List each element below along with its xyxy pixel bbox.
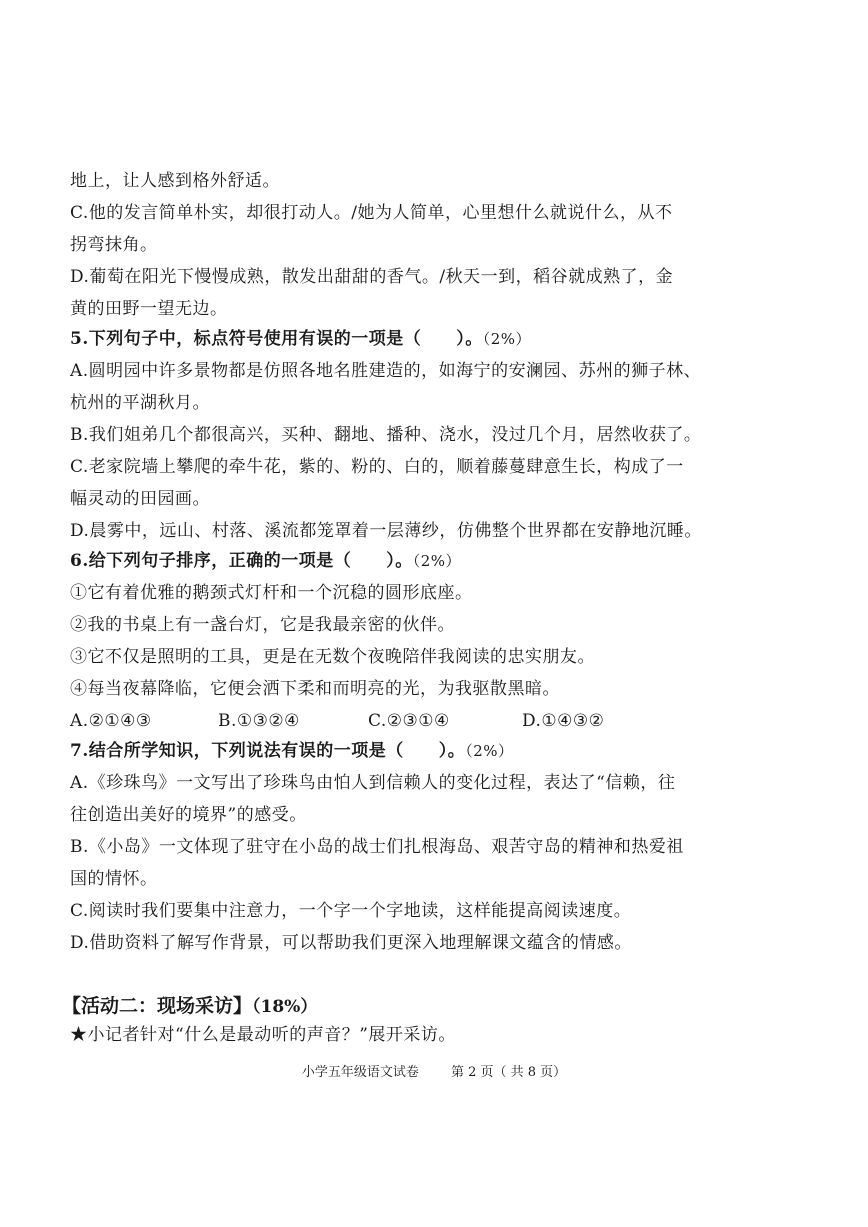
q5-stem — [70, 328, 810, 350]
q5-option-d: D.晨雾中，远山、村落、溪流都笼罩着一层薄纱，仿佛整个世界都在安静地沉睡。 — [70, 521, 702, 541]
q6-sentence-4: ④每当夜幕降临，它便会洒下柔和而明亮的光，为我驱散黑暗。 — [70, 679, 560, 699]
q7-score: （2%） — [465, 742, 514, 760]
activity2-intro: ★小记者针对“什么是最动听的声音？”展开采访。 — [70, 1025, 456, 1045]
q5-option-c-line1: C.老家院墙上攀爬的牵牛花，紫的、粉的、白的，顺着藤蔓肆意生长，构成了一 — [70, 457, 684, 477]
q4-option-b-tail: 地上，让人感到格外舒适。 — [70, 171, 280, 191]
q7-option-a-line1: A.《珍珠鸟》一文写出了珍珠鸟由怕人到信赖人的变化过程，表达了“信赖，往 — [70, 773, 676, 793]
q7-stem-text: 7.结合所学知识，下列说法有误的一项是（ ）。 — [70, 741, 466, 761]
q7-option-c: C.阅读时我们要集中注意力，一个字一个字地读，这样能提高阅读速度。 — [70, 901, 632, 921]
activity2-score: （18%） — [252, 997, 318, 1017]
q4-option-c-line2: 拐弯抹角。 — [70, 235, 158, 255]
q7-option-d: D.借助资料了解写作背景，可以帮助我们更深入地理解课文蕴含的情感。 — [70, 933, 632, 953]
q6-options — [70, 710, 810, 732]
q7-option-b-line2: 国的情怀。 — [70, 869, 158, 889]
footer-paper-title: 小学五年级语文试卷 — [301, 1065, 419, 1080]
q6-stem-text: 6.给下列句子排序，正确的一项是（ ）。 — [70, 551, 413, 571]
q4-option-c-line1: C.他的发言简单朴实，却很打动人。/她为人简单，心里想什么就说什么，从不 — [70, 203, 673, 223]
q6-sentence-3: ③它不仅是照明的工具，更是在无数个夜晚陪伴我阅读的忠实朋友。 — [70, 647, 595, 667]
q7-stem — [70, 740, 810, 762]
q6-option-a: A.②①④③ — [70, 711, 152, 731]
page-footer — [0, 1064, 868, 1082]
q5-option-b: B.我们姐弟几个都很高兴，买种、翻地、播种、浇水，没过几个月，居然收获了。 — [70, 425, 702, 445]
q6-sentence-1: ①它有着优雅的鹅颈式灯杆和一个沉稳的圆形底座。 — [70, 583, 473, 603]
q6-score: （2%） — [412, 552, 462, 570]
footer-page-number: 第 2 页（ 共 8 页） — [450, 1065, 567, 1080]
q5-score: （2%） — [482, 330, 532, 348]
q4-option-d-line2: 黄的田野一望无边。 — [70, 299, 228, 319]
q6-option-c: C.②③①④ — [368, 711, 450, 731]
q4-option-d-line1: D.葡萄在阳光下慢慢成熟，散发出甜甜的香气。/秋天一到，稻谷就成熟了，金 — [70, 267, 674, 287]
q5-option-c-line2: 幅灵动的田园画。 — [70, 489, 210, 509]
activity2-title: 【活动二：现场采访】 — [62, 995, 253, 1017]
q7-option-b-line1: B.《小岛》一文体现了驻守在小岛的战士们扎根海岛、艰苦守岛的精神和热爱祖 — [70, 837, 684, 857]
q5-option-a-line2: 杭州的平湖秋月。 — [70, 393, 210, 413]
activity2-heading — [62, 994, 317, 1019]
q6-option-b: B.①③②④ — [218, 711, 300, 731]
q6-sentence-2: ②我的书桌上有一盏台灯，它是我最亲密的伙伴。 — [70, 615, 455, 635]
q5-stem-text: 5.下列句子中，标点符号使用有误的一项是（ ）。 — [70, 329, 483, 349]
q6-stem — [70, 550, 810, 572]
q7-option-a-line2: 往创造出美好的境界”的感受。 — [70, 805, 307, 825]
q6-option-d: D.①④③② — [522, 711, 605, 731]
q5-option-a-line1: A.圆明园中许多景物都是仿照各地名胜建造的，如海宁的安澜园、苏州的狮子林、 — [70, 361, 702, 381]
